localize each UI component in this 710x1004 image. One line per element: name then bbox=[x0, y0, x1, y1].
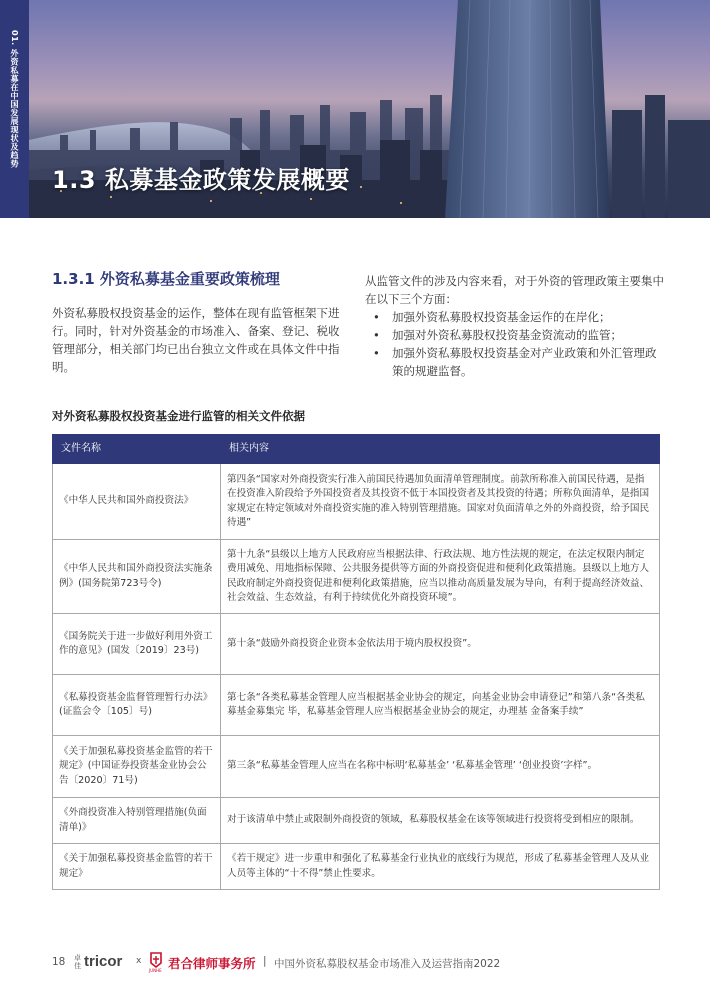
table-header-row bbox=[53, 435, 660, 464]
content-cell: 第十九条“县级以上地方人民政府应当根据法律、行政法规、地方性法规的规定，在法定权限内制定费用减免、用地指标保障、公共服务提供等方面的外商投资促进和便利化政策措施。县级以上地方人民政府制定外商投资促进和便利化政策措施，应当以推动高质量发展为导向，有利于提高经济效益、社会效益、生态效益，有利于持续优化外商投资环境”。 bbox=[221, 540, 660, 614]
table-row bbox=[53, 464, 660, 540]
chapter-label: 01. 外资私募在中国发展现状及趋势 bbox=[10, 30, 19, 168]
content-cell: 第十条“鼓励外商投资企业资本金依法用于境内股权投资”。 bbox=[221, 614, 660, 675]
column-header-content: 相关内容 bbox=[221, 435, 660, 464]
policy-bullets bbox=[365, 308, 665, 380]
subsection-heading: 1.3.1 外资私募基金重要政策梳理 bbox=[52, 270, 280, 288]
file-name-cell: 《关于加强私募投资基金监管的若干规定》 bbox=[53, 844, 221, 890]
column-header-name: 文件名称 bbox=[53, 435, 221, 464]
content-cell: 对于该清单中禁止或限制外商投资的领域，私募股权基金在该等领域进行投资将受到相应的限制。 bbox=[221, 798, 660, 844]
intro-paragraph: 外资私募股权投资基金的运作，整体在现有监管框架下进行。同时，针对外资基金的市场准入、备案、登记、税收管理部分，相关部门均已出台独立文件或在具体文件中指明。 bbox=[52, 306, 340, 374]
content-cell: 《若干规定》进一步重申和强化了私募基金行业执业的底线行为规范，形成了私募基金管理人及从业人员等主体的“十不得”禁止性要求。 bbox=[221, 844, 660, 890]
table-row bbox=[53, 844, 660, 890]
table-row bbox=[53, 614, 660, 675]
regulation-table bbox=[52, 434, 660, 890]
file-name-cell: 《中华人民共和国外商投资法实施条例》(国务院第723号令) bbox=[53, 540, 221, 614]
content-cell: 第七条“各类私募基金管理人应当根据基金业协会的规定，向基金业协会申请登记”和第八条“各类私募基金募集完 毕，私募基金管理人应当根据基金业协会的规定，办理基 金备案手续” bbox=[221, 675, 660, 736]
table-row bbox=[53, 540, 660, 614]
bullet-item: • 加强外资私募股权投资基金对产业政策和外汇管理政策的规避监督。 bbox=[373, 346, 657, 378]
page-footer bbox=[52, 951, 672, 975]
table-row bbox=[53, 736, 660, 798]
logo-separator: x bbox=[136, 956, 142, 966]
page-number: 18 bbox=[52, 956, 66, 968]
hero-banner bbox=[0, 0, 710, 218]
right-intro: 从监管文件的涉及内容来看，对于外资的管理政策主要集中在以下三个方面： bbox=[365, 274, 664, 306]
bullet-icon: • bbox=[373, 310, 380, 324]
content-cell: 第三条“私募基金管理人应当在名称中标明‘私募基金’ ‘私募基金管理’ ‘创业投资’字样”。 bbox=[221, 736, 660, 798]
bullet-icon: • bbox=[373, 328, 380, 342]
table-row bbox=[53, 798, 660, 844]
bullet-icon: • bbox=[373, 346, 380, 360]
bullet-item: • 加强外资私募股权投资基金运作的在岸化； bbox=[373, 310, 611, 324]
section-title: 1.3 私募基金政策发展概要 bbox=[52, 166, 350, 194]
footer-divider: | bbox=[263, 955, 267, 967]
file-name-cell: 《外商投资准入特别管理措施(负面清单)》 bbox=[53, 798, 221, 844]
file-name-cell: 《关于加强私募投资基金监管的若干规定》(中国证券投资基金业协会公告〔2020〕71号) bbox=[53, 736, 221, 798]
bullet-item: • 加强对外资私募股权投资基金资流动的监管； bbox=[373, 328, 622, 342]
content-cell: 第四条“国家对外商投资实行准入前国民待遇加负面清单管理制度。前款所称准入前国民待遇，是指在投资准入阶段给予外国投资者及其投资不低于本国投资者及其投资的待遇；所称负面清单，是指国家规定在特定领域对外商投资实施的准入特别管理措施。国家对负面清单之外的外商投资，给予国民待遇” bbox=[221, 464, 660, 540]
file-name-cell: 《中华人民共和国外商投资法》 bbox=[53, 464, 221, 540]
file-name-cell: 《国务院关于进一步做好利用外资工作的意见》(国发〔2019〕23号) bbox=[53, 614, 221, 675]
table-caption: 对外资私募股权投资基金进行监管的相关文件依据 bbox=[52, 409, 305, 423]
file-name-cell: 《私募投资基金监督管理暂行办法》(证监会令〔105〕号) bbox=[53, 675, 221, 736]
tricor-logo: 卓佳 tricor bbox=[74, 953, 123, 970]
document-title: 中国外资私募股权基金市场准入及运营指南2022 bbox=[274, 958, 501, 970]
table-row bbox=[53, 675, 660, 736]
junhe-logo: JUNHE 君合律师事务所 bbox=[148, 951, 258, 975]
right-column bbox=[365, 272, 665, 380]
